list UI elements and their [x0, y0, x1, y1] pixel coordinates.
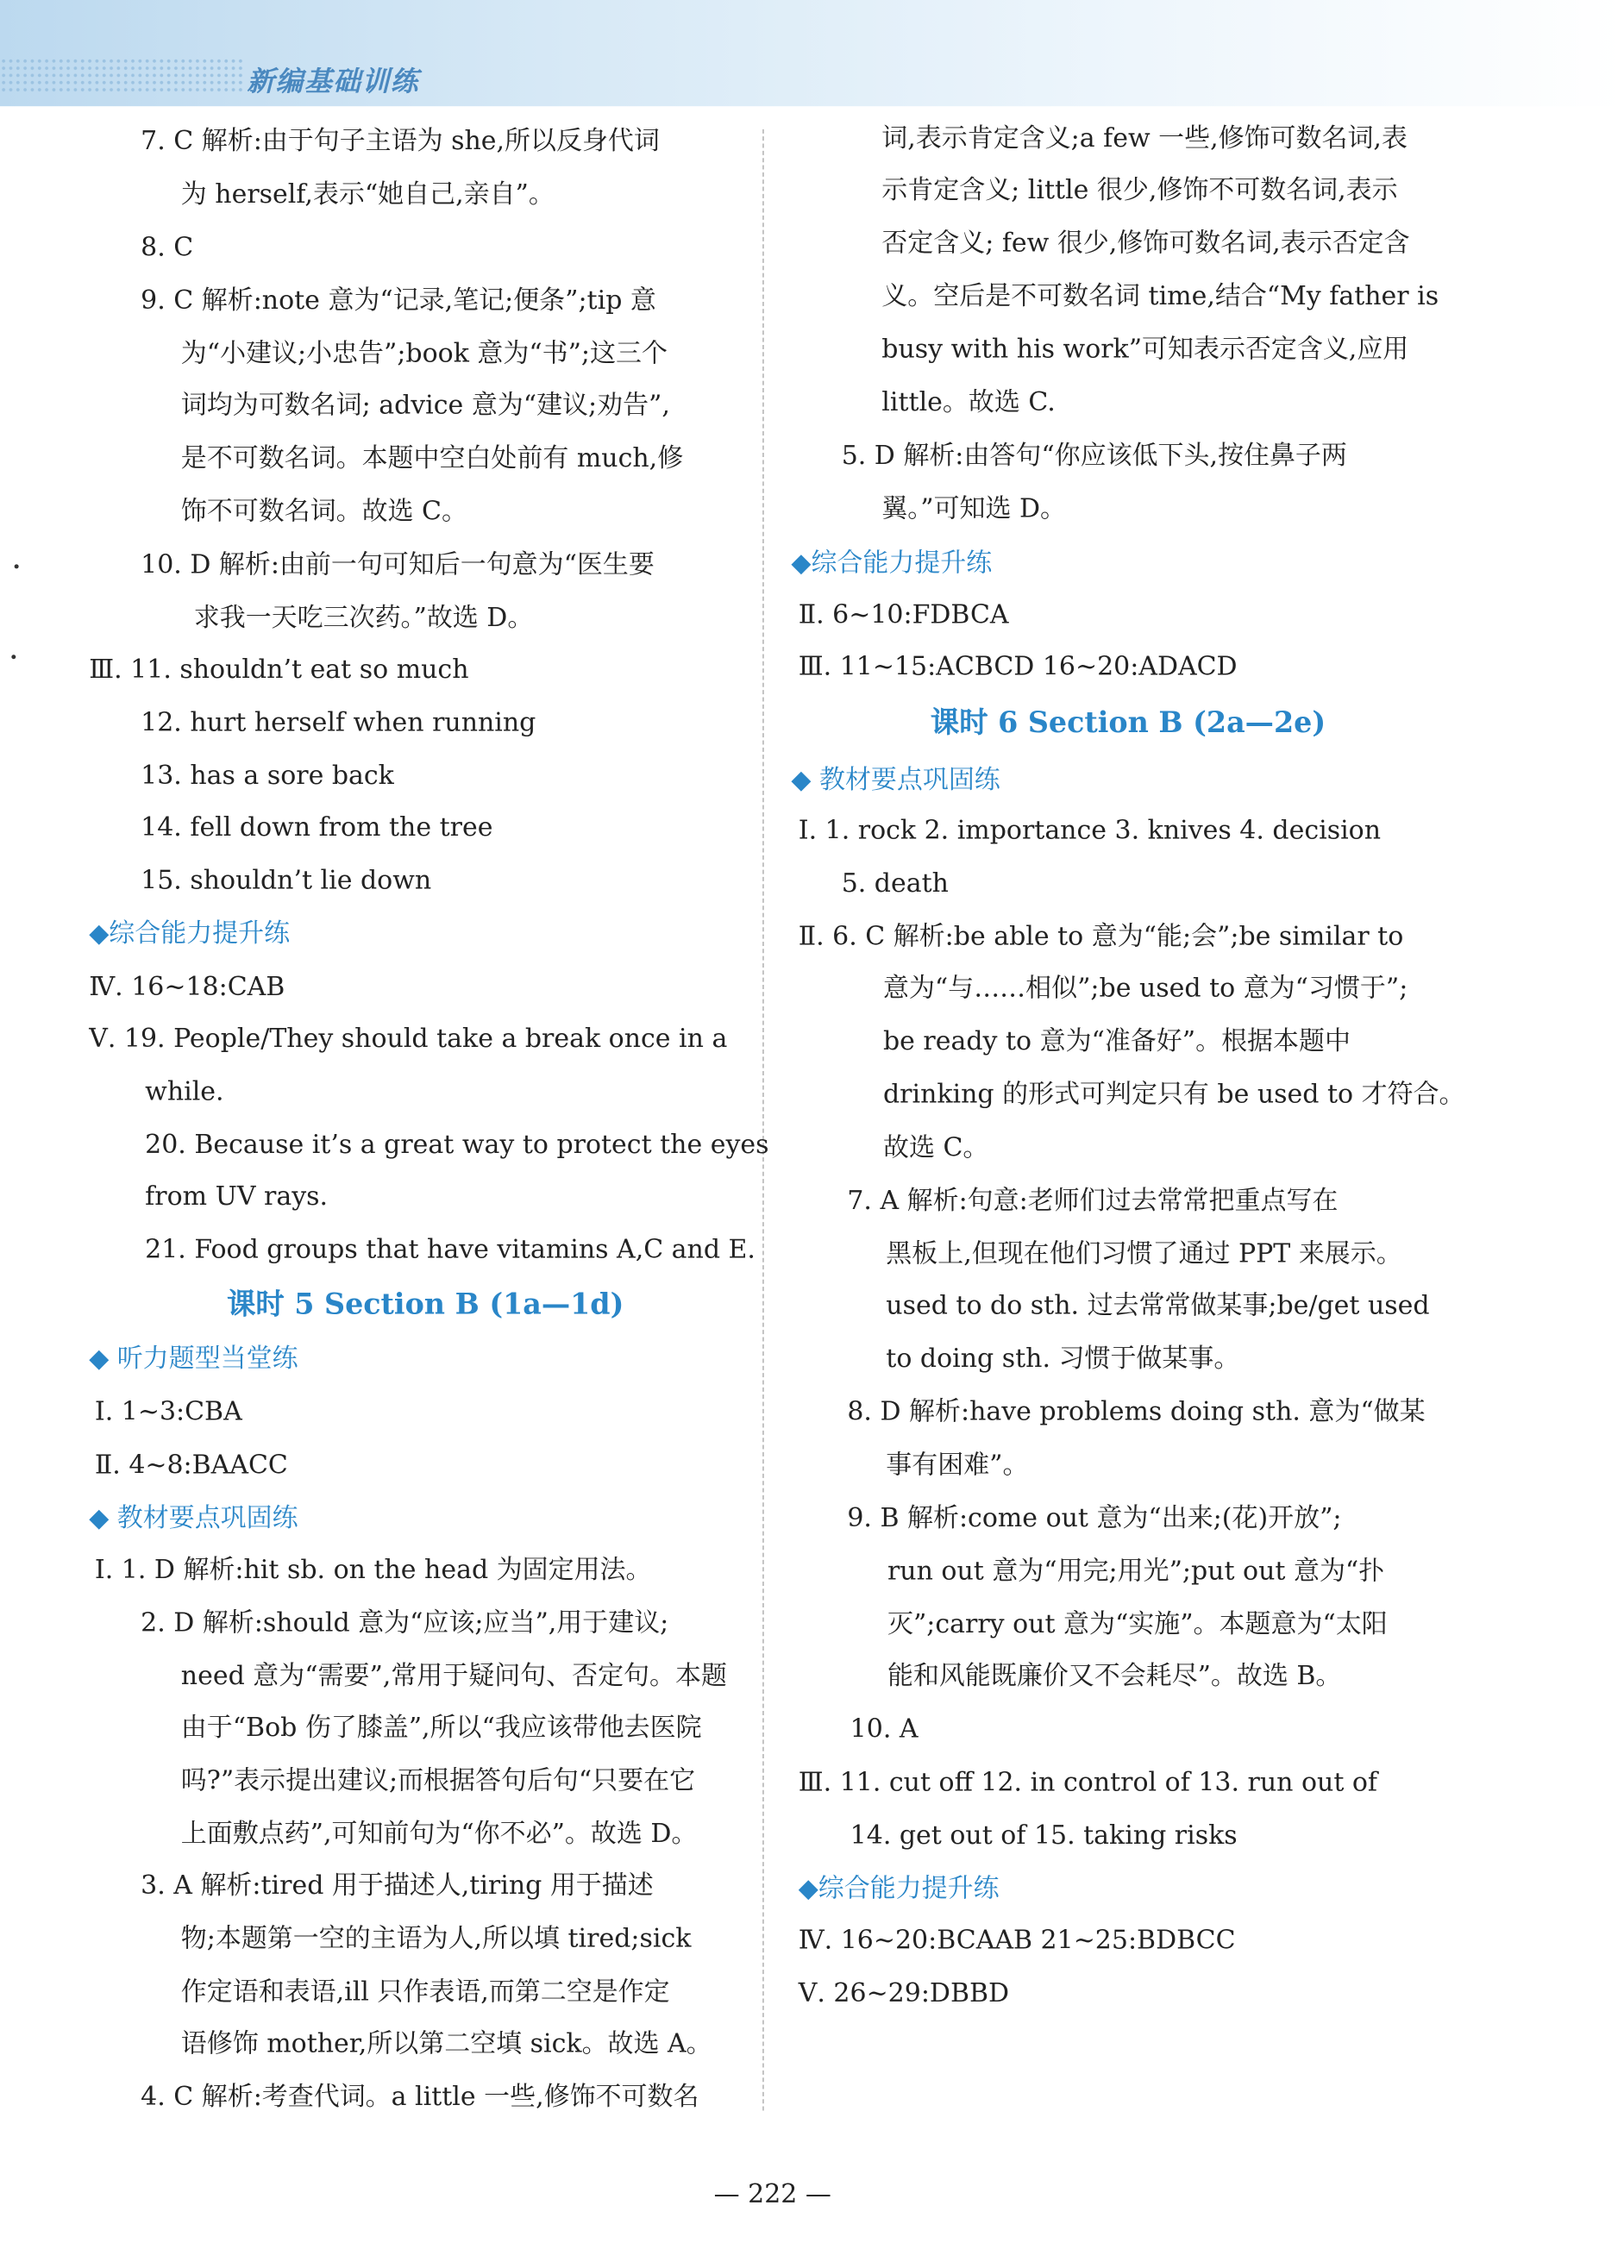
- answer-line: from UV rays.: [145, 1181, 329, 1212]
- answer-line: 故选 C。: [882, 1132, 989, 1163]
- answer-line: 5. death: [841, 868, 949, 899]
- answer-line: 吗?”表示提出建议;而根据答句后句“只要在它: [180, 1765, 696, 1796]
- section-heading: ◆综合能力提升练: [89, 918, 291, 949]
- answer-line: 8. C: [141, 232, 194, 263]
- answer-line: 上面敷点药”,可知前句为“你不必”。故选 D。: [180, 1819, 698, 1850]
- answer-line: run out 意为“用完;用光”;put out 意为“扑: [887, 1556, 1385, 1587]
- answer-line: 能和风能既廉价又不会耗尽”。故选 B。: [887, 1661, 1342, 1692]
- answer-line: Ⅳ. 16~20:BCAAB 21~25:BDBCC: [798, 1925, 1236, 1956]
- answer-line: to doing sth. 习惯于做某事。: [886, 1344, 1240, 1375]
- header-dot-pattern: [0, 58, 244, 95]
- column-divider: [762, 129, 764, 2111]
- answer-line: 21. Food groups that have vitamins A,C and E.: [145, 1234, 756, 1265]
- answer-line: 是不可数名词。本题中空白处前有 much,修: [180, 443, 684, 474]
- book-series-title: 新编基础训练: [247, 66, 420, 98]
- answer-line: 为 herself,表示“她自己,亲自”。: [180, 179, 555, 210]
- answer-line: Ⅴ. 19. People/They should take a break once in a: [89, 1024, 728, 1055]
- answer-line: 黑板上,但现在他们习惯了通过 PPT 来展示。: [886, 1238, 1402, 1269]
- answer-line: Ⅰ. 1. D 解析:hit sb. on the head 为固定用法。: [94, 1555, 652, 1586]
- answer-line: Ⅲ. 11~15:ACBCD 16~20:ADACD: [798, 651, 1238, 682]
- answer-line: 8. D 解析:have problems doing sth. 意为“做某: [847, 1397, 1426, 1428]
- answer-line: 事有困难”。: [886, 1450, 1029, 1481]
- lesson-title: 课时 5 Section B (1a—1d): [227, 1286, 624, 1321]
- answer-line: 14. get out of 15. taking risks: [850, 1820, 1238, 1851]
- answer-line: need 意为“需要”,常用于疑问句、否定句。本题: [180, 1661, 727, 1692]
- answer-line: 2. D 解析:should 意为“应该;应当”,用于建议;: [141, 1607, 669, 1638]
- margin-mark: [15, 564, 19, 568]
- answer-line: 示肯定含义; little 很少,修饰不可数名词,表示: [881, 175, 1398, 206]
- margin-mark: [11, 655, 16, 659]
- answer-line: 14. fell down from the tree: [141, 812, 493, 843]
- answer-line: 10. D 解析:由前一句可知后一句意为“医生要: [141, 549, 655, 580]
- answer-line: Ⅴ. 26~29:DBBD: [798, 1978, 1010, 2009]
- answer-line: Ⅰ. 1~3:CBA: [94, 1397, 242, 1428]
- answer-line: 语修饰 mother,所以第二空填 sick。故选 A。: [180, 2028, 712, 2059]
- answer-line: 7. A 解析:句意:老师们过去常常把重点写在: [847, 1186, 1339, 1217]
- answer-line: busy with his work”可知表示否定含义,应用: [881, 334, 1409, 365]
- lesson-title: 课时 6 Section B (2a—2e): [930, 705, 1326, 740]
- page-number: — 222 —: [713, 2179, 831, 2210]
- answer-line: 词均为可数名词; advice 意为“建议;劝告”,: [180, 390, 670, 421]
- answer-line: 词,表示肯定含义;a few 一些,修饰可数名词,表: [881, 123, 1408, 154]
- answer-line: 饰不可数名词。故选 C。: [180, 497, 467, 528]
- answer-line: Ⅱ. 6. C 解析:be able to 意为“能;会”;be similar to: [798, 921, 1404, 952]
- section-heading: ◆综合能力提升练: [791, 548, 993, 579]
- answer-line: 3. A 解析:tired 用于描述人,tiring 用于描述: [141, 1870, 654, 1901]
- section-heading: ◆ 听力题型当堂练: [89, 1344, 298, 1375]
- answer-line: 12. hurt herself when running: [141, 707, 536, 738]
- answer-line: used to do sth. 过去常常做某事;be/get used: [886, 1290, 1430, 1321]
- answer-line: drinking 的形式可判定只有 be used to 才符合。: [882, 1080, 1465, 1111]
- answer-line: Ⅲ. 11. shouldn’t eat so much: [89, 655, 469, 686]
- answer-line: 物;本题第一空的主语为人,所以填 tired;sick: [180, 1924, 692, 1955]
- answer-line: 5. D 解析:由答句“你应该低下头,按住鼻子两: [841, 441, 1347, 472]
- section-heading: ◆综合能力提升练: [798, 1873, 1000, 1904]
- answer-line: 灭”;carry out 意为“实施”。本题意为“太阳: [887, 1609, 1388, 1640]
- section-heading: ◆ 教材要点巩固练: [89, 1503, 298, 1534]
- section-heading: ◆ 教材要点巩固练: [791, 765, 1000, 796]
- answer-line: 意为“与……相似”;be used to 意为“习惯于”;: [882, 973, 1408, 1004]
- answer-line: 9. C 解析:note 意为“记录,笔记;便条”;tip 意: [141, 285, 656, 316]
- answer-line: 义。空后是不可数名词 time,结合“My father is: [881, 281, 1439, 312]
- answer-line: Ⅰ. 1. rock 2. importance 3. knives 4. decision: [798, 815, 1382, 846]
- answer-line: 由于“Bob 伤了膝盖”,所以“我应该带他去医院: [180, 1713, 702, 1744]
- answer-line: 翼。”可知选 D。: [881, 493, 1067, 524]
- answer-line: 求我一天吃三次药。”故选 D。: [193, 603, 534, 634]
- answer-line: Ⅱ. 4~8:BAACC: [94, 1450, 288, 1481]
- answer-line: Ⅱ. 6~10:FDBCA: [798, 599, 1009, 630]
- answer-line: 否定含义; few 很少,修饰可数名词,表示否定含: [881, 228, 1410, 259]
- answer-line: 作定语和表语,ill 只作表语,而第二空是作定: [180, 1977, 670, 2008]
- answer-line: while.: [145, 1076, 224, 1107]
- answer-line: Ⅲ. 11. cut off 12. in control of 13. run out of: [798, 1767, 1378, 1798]
- answer-line: 15. shouldn’t lie down: [141, 865, 432, 896]
- answer-line: be ready to 意为“准备好”。根据本题中: [882, 1026, 1351, 1057]
- answer-line: 4. C 解析:考查代词。a little 一些,修饰不可数名: [141, 2082, 699, 2113]
- answer-line: 为“小建议;小忠告”;book 意为“书”;这三个: [180, 338, 668, 369]
- answer-line: 20. Because it’s a great way to protect the eyes: [145, 1130, 769, 1161]
- answer-line: little。故选 C.: [881, 387, 1056, 418]
- answer-line: 7. C 解析:由于句子主语为 she,所以反身代词: [141, 126, 660, 157]
- answer-line: 13. has a sore back: [141, 761, 394, 792]
- answer-line: 9. B 解析:come out 意为“出来;(花)开放”;: [847, 1503, 1342, 1534]
- answer-line: 10. A: [850, 1714, 919, 1745]
- answer-line: Ⅳ. 16~18:CAB: [89, 972, 285, 1003]
